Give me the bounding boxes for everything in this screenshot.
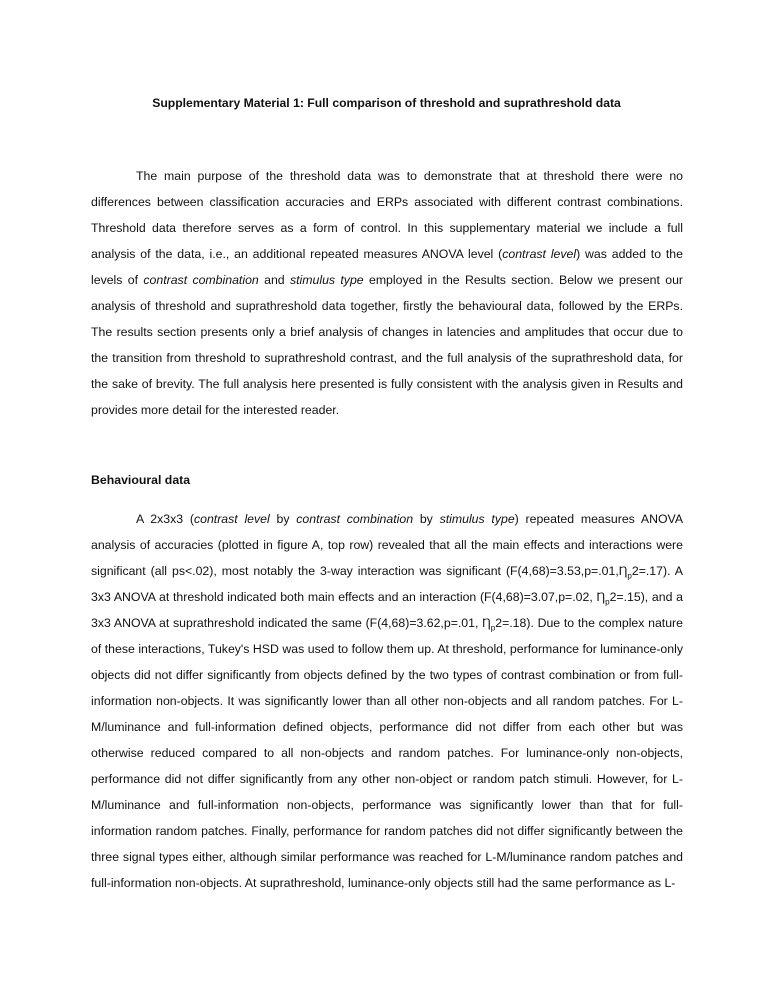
eta-subscript: p bbox=[490, 623, 496, 633]
intro-text-3: and bbox=[258, 273, 290, 287]
intro-italic-stimulus-type: stimulus type bbox=[289, 273, 364, 287]
behav-text-6: 2=.15), and a 3x3 ANOVA at suprathreshold indicated the same (F(4,68)=3.62,p=.01, Ƞ bbox=[91, 590, 683, 630]
behavioural-paragraph bbox=[91, 506, 683, 896]
intro-text-4: employed in the Results section. Below we present our analysis of threshold and suprathreshold data together, firstly the behavioural data, followed by the ERPs. The results section presents only a brief analysis of changes in latencies and amplitudes that occur due to the transition from threshold to suprathreshold contrast, and the full analysis of the suprathreshold data, for the sake of brevity. The full analysis here presented is fully consistent with the analysis given in Results and provides more detail for the interested reader. bbox=[91, 273, 684, 417]
intro-italic-contrast-level: contrast level bbox=[502, 247, 577, 261]
behav-italic-stimulus-type: stimulus type bbox=[439, 512, 515, 526]
eta-subscript: p bbox=[627, 571, 632, 581]
behav-text-4: ) repeated measures ANOVA analysis of accuracies (plotted in figure A, top row) revealed that all the main effects and interactions were significant (all ps<.02), most notably the 3-way interaction was significant (F(4,68)=3.53,p=.01,Ƞ bbox=[91, 512, 684, 578]
intro-paragraph bbox=[91, 163, 683, 423]
behav-text-7: 2=.18). Due to the complex nature of these interactions, Tukey's HSD was used to follow them up. At threshold, performance for luminance-only objects did not differ significantly from objects defined by the two types of contrast combination or from full-information non-objects. It was significantly lower than all other non-objects and all random patches. For L-M/luminance and full-information defined objects, performance did not differ from each other but was otherwise reduced compared to all non-objects and random patches. For luminance-only non-objects, performance did not differ significantly from any other non-object or random patch stimuli. However, for L-M/luminance and full-information non-objects, performance was significantly lower than that for full-information random patches. Finally, performance for random patches did not differ significantly between the three signal types either, although similar performance was reached for L-M/luminance random patches and full-information non-objects. At suprathreshold, luminance-only objects still had the same performance as L- bbox=[91, 616, 683, 890]
behav-text-2: by bbox=[269, 512, 297, 526]
intro-text-2: ) was added to the levels of bbox=[91, 247, 683, 287]
section-heading-behavioural: Behavioural data bbox=[91, 473, 191, 487]
behav-italic-contrast-combination: contrast combination bbox=[296, 512, 414, 526]
eta-subscript: p bbox=[605, 597, 610, 607]
intro-text-1: The main purpose of the threshold data was to demonstrate that at threshold there were no differences between classification accuracies and ERPs associated with different contrast combinations. Threshold data therefore serves as a form of control. In this supplementary material we include a full analysis of the data, i.e., an additional repeated measures ANOVA level ( bbox=[91, 169, 683, 261]
behav-text-5: 2=.17). A 3x3 ANOVA at threshold indicated both main effects and an interaction (F(4,68)=3.07,p=.02, Ƞ bbox=[91, 564, 683, 604]
page-title: Supplementary Material 1: Full comparison of threshold and suprathreshold data bbox=[152, 96, 621, 110]
intro-italic-contrast-combination: contrast combination bbox=[143, 273, 259, 287]
behav-text-1: A 2x3x3 ( bbox=[136, 512, 194, 526]
behav-text-3: by bbox=[413, 512, 440, 526]
behav-italic-contrast-level: contrast level bbox=[193, 512, 270, 526]
